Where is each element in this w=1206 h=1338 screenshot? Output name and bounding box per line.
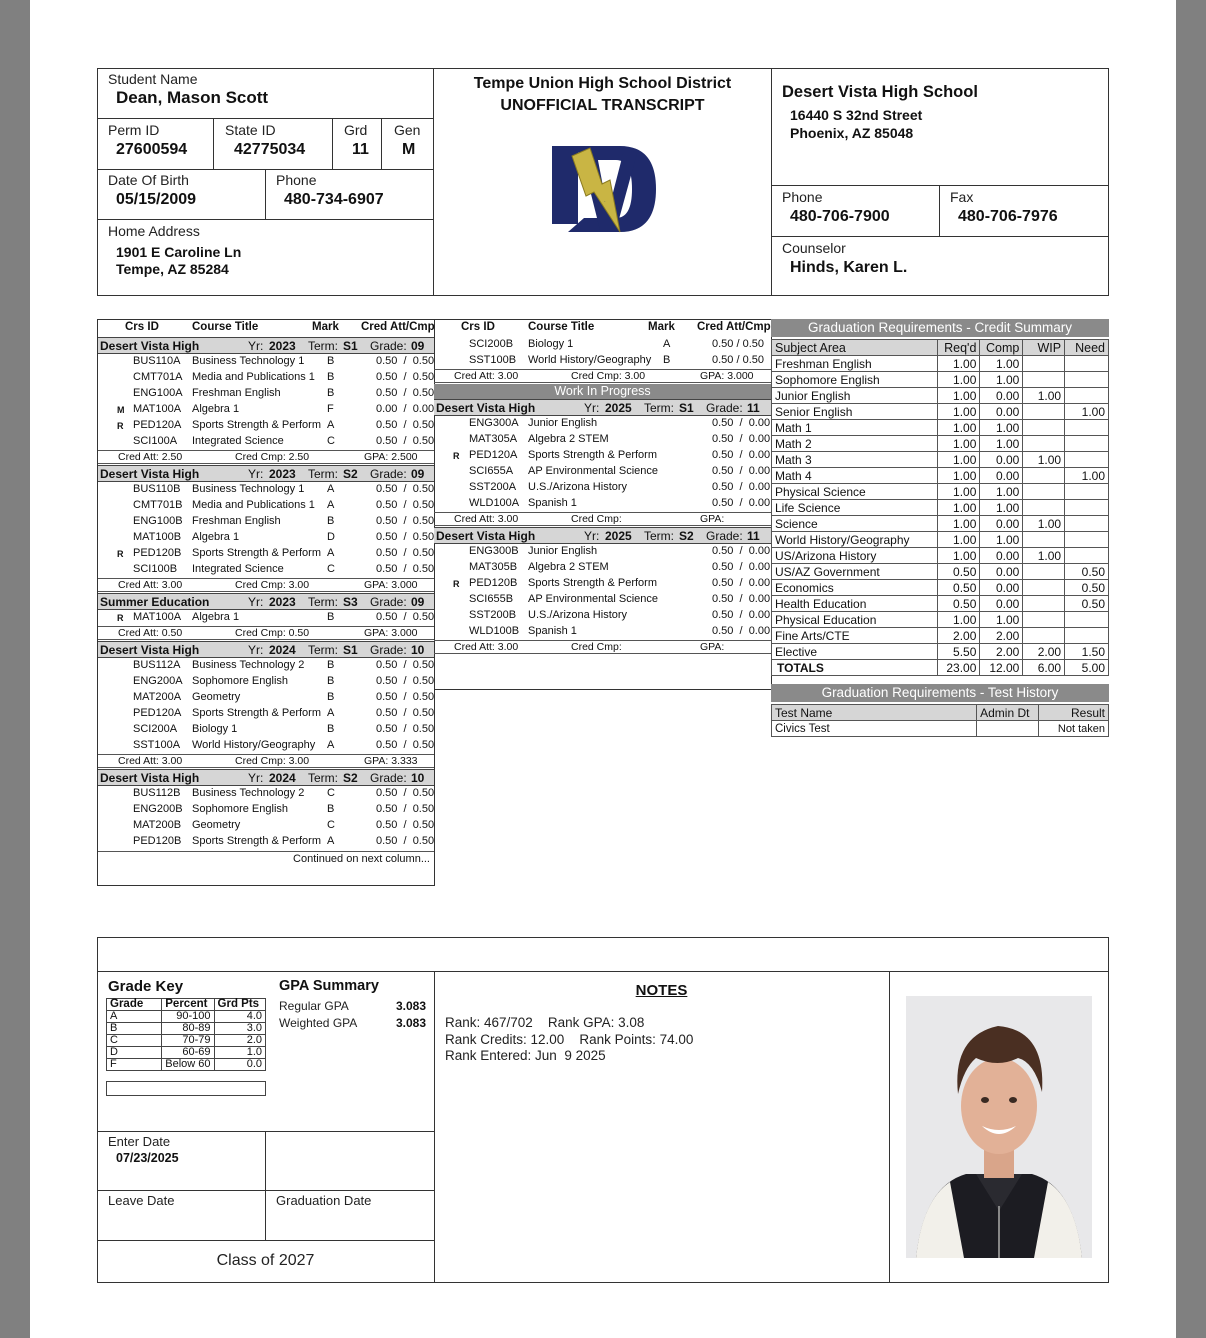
credit-summary-table	[771, 339, 1109, 676]
subject-row: US/AZ Government 0.50 0.00 0.50	[772, 564, 1109, 580]
course-row: MAT305A Algebra 2 STEM 0.50 / 0.00	[469, 433, 771, 445]
grade-key-row: D 60-69 1.0	[107, 1047, 266, 1059]
term-section-header: Desert Vista High Yr: 2023 Term: S2 Grade: 09	[98, 465, 434, 482]
test-history-table	[771, 704, 1109, 737]
term-section-header: Summer Education Yr: 2023 Term: S3 Grade: 09	[98, 593, 434, 610]
address-line1: 1901 E Caroline Ln	[116, 244, 242, 260]
course-row: SST100A World History/Geography A 0.50 / 0.50	[133, 739, 435, 751]
grade-key-row: F Below 60 0.0	[107, 1059, 266, 1071]
term-totals: Cred Att: 2.50 Cred Cmp: 2.50 GPA: 2.500	[98, 450, 434, 464]
work-in-progress-bar: Work In Progress	[434, 384, 771, 400]
term-section-header: Desert Vista High Yr: 2023 Term: S1 Grade: 09	[98, 337, 434, 354]
course-row: R PED120A Sports Strength & Perform 0.50 / 0.00	[453, 449, 771, 461]
class-of: Class of 2027	[216, 1252, 315, 1269]
subject-row: Fine Arts/CTE 2.00 2.00	[772, 628, 1109, 644]
fax-label: Fax	[950, 189, 974, 205]
course-row: SST200A U.S./Arizona History 0.50 / 0.00	[469, 481, 771, 493]
gender-label: Gen	[394, 122, 421, 138]
course-row: ENG200A Sophomore English B 0.50 / 0.50	[133, 675, 435, 687]
district-name: Tempe Union High School District	[473, 75, 732, 92]
term-totals: Cred Att: 3.00 Cred Cmp: GPA:	[434, 512, 771, 526]
course-row: R PED120B Sports Strength & Perform 0.50 / 0.00	[453, 577, 771, 589]
course-row: SCI100B Integrated Science C 0.50 / 0.50	[133, 563, 435, 575]
school-name: Desert Vista High School	[782, 83, 978, 101]
dob-value: 05/15/2009	[116, 191, 197, 208]
course-row: SCI655B AP Environmental Science 0.50 / 0.00	[469, 593, 771, 605]
subject-row: Senior English 1.00 0.00 1.00	[772, 404, 1109, 420]
course-row: WLD100A Spanish 1 0.50 / 0.00	[469, 497, 771, 509]
subject-row: Math 3 1.00 0.00 1.00	[772, 452, 1109, 468]
subject-row: Sophomore English 1.00 1.00	[772, 372, 1109, 388]
grade-key-header: Grade Percent Grd Pts	[107, 999, 266, 1011]
leave-date-label: Leave Date	[108, 1193, 175, 1208]
test-history-header: Test Name Admin Dt Result	[772, 705, 1109, 721]
course-row: SCI100A Integrated Science C 0.50 / 0.50	[133, 435, 435, 447]
weighted-gpa: 3.083	[396, 1016, 427, 1030]
weighted-gpa-label: Weighted GPA	[279, 1016, 358, 1030]
course-row: BUS112A Business Technology 2 B 0.50 / 0.50	[133, 659, 435, 671]
student-photo	[906, 996, 1092, 1258]
credit-totals-row: TOTALS 23.00 12.00 6.00 5.00	[772, 660, 1109, 676]
grade-key-row: A 90-100 4.0	[107, 1011, 266, 1023]
enter-date: 07/23/2025	[116, 1151, 179, 1165]
transcript-page	[30, 0, 1176, 1338]
term-section-header: Desert Vista High Yr: 2024 Term: S1 Grade: 10	[98, 641, 434, 658]
notes-rank: Rank: 467/702 Rank GPA: 3.08	[445, 1015, 645, 1030]
counselor-label: Counselor	[782, 240, 846, 256]
course-row: R MAT100A Algebra 1 B 0.50 / 0.50	[117, 611, 435, 623]
term-totals: Cred Att: 3.00 Cred Cmp: 3.00 GPA: 3.000	[434, 369, 771, 383]
grad-requirements-title: Graduation Requirements - Credit Summary	[771, 319, 1109, 337]
course-row: ENG300A Junior English 0.50 / 0.00	[469, 417, 771, 429]
term-section-header: Desert Vista High Yr: 2025 Term: S2 Grade: 11	[434, 527, 771, 544]
test-history-title: Graduation Requirements - Test History	[771, 684, 1109, 702]
student-phone-label: Phone	[276, 172, 317, 188]
course-row: MAT200A Geometry B 0.50 / 0.50	[133, 691, 435, 703]
subject-row: Science 1.00 0.00 1.00	[772, 516, 1109, 532]
subject-row: Math 1 1.00 1.00	[772, 420, 1109, 436]
document-title: UNOFFICIAL TRANSCRIPT	[500, 97, 705, 114]
course-row: M MAT100A Algebra 1 F 0.00 / 0.00	[117, 403, 435, 415]
subject-row: Life Science 1.00 1.00	[772, 500, 1109, 516]
gender-value: M	[402, 141, 416, 158]
subject-row: Junior English 1.00 0.00 1.00	[772, 388, 1109, 404]
regular-gpa: 3.083	[396, 999, 427, 1013]
subject-row: Physical Science 1.00 1.00	[772, 484, 1109, 500]
subject-row: Physical Education 1.00 1.00	[772, 612, 1109, 628]
term-totals: Cred Att: 3.00 Cred Cmp: 3.00 GPA: 3.000	[98, 578, 434, 592]
course-row: SCI655A AP Environmental Science 0.50 / 0.00	[469, 465, 771, 477]
test-row-civics: Civics Test Not taken	[772, 721, 1109, 737]
fax-value: 480-706-7976	[958, 208, 1058, 225]
course-row: ENG300B Junior English 0.50 / 0.00	[469, 545, 771, 557]
course-row: BUS112B Business Technology 2 C 0.50 / 0.50	[133, 787, 435, 799]
term-totals: Cred Att: 3.00 Cred Cmp: 3.00 GPA: 3.333	[98, 754, 434, 768]
gpa-summary-title: GPA Summary	[279, 978, 379, 994]
grade-label: Grd	[344, 122, 368, 138]
course-row: CMT701B Media and Publications 1 A 0.50 / 0.50	[133, 499, 435, 511]
continued-note: Continued on next column...	[98, 851, 434, 867]
school-phone: 480-706-7900	[790, 208, 890, 225]
course-row: WLD100B Spanish 1 0.50 / 0.00	[469, 625, 771, 637]
subject-row: World History/Geography 1.00 1.00	[772, 532, 1109, 548]
course-row: MAT305B Algebra 2 STEM 0.50 / 0.00	[469, 561, 771, 573]
subject-row: Math 2 1.00 1.00	[772, 436, 1109, 452]
course-row: SCI200B Biology 1 A 0.50 / 0.50	[469, 338, 764, 350]
enter-date-label: Enter Date	[108, 1134, 171, 1149]
subject-row: Health Education 0.50 0.00 0.50	[772, 596, 1109, 612]
course-row: BUS110B Business Technology 1 A 0.50 / 0.50	[133, 483, 435, 495]
course-row: ENG100B Freshman English B 0.50 / 0.50	[133, 515, 435, 527]
course-row: MAT100B Algebra 1 D 0.50 / 0.50	[133, 531, 435, 543]
course-row: ENG100A Freshman English B 0.50 / 0.50	[133, 387, 435, 399]
grade-value: 11	[352, 141, 369, 158]
subject-row: Economics 0.50 0.00 0.50	[772, 580, 1109, 596]
term-section-header: Desert Vista High Yr: 2024 Term: S2 Grade: 10	[98, 769, 434, 786]
school-phone-label: Phone	[782, 189, 823, 205]
school-address-line1: 16440 S 32nd Street	[790, 107, 923, 123]
grade-key-table	[106, 998, 266, 1071]
notes-rank-credits: Rank Credits: 12.00 Rank Points: 74.00	[445, 1032, 694, 1047]
grade-key-row: B 80-89 3.0	[107, 1023, 266, 1035]
course-row: CMT701A Media and Publications 1 B 0.50 / 0.50	[133, 371, 435, 383]
credit-summary-header: Subject Area Req'd Comp WIP Need	[772, 340, 1109, 356]
subject-row: Math 4 1.00 0.00 1.00	[772, 468, 1109, 484]
subject-row: Elective 5.50 2.00 2.00 1.50	[772, 644, 1109, 660]
logo-text: DV	[604, 202, 606, 203]
course-row: R PED120A Sports Strength & Perform A 0.50 / 0.50	[117, 419, 435, 431]
course-column-2	[434, 319, 772, 690]
course-row: SST100B World History/Geography B 0.50 / 0.50	[469, 354, 764, 366]
term-section-header: Desert Vista High Yr: 2025 Term: S1 Grade: 11	[434, 399, 771, 416]
dob-label: Date Of Birth	[108, 172, 189, 188]
student-name-label: Student Name	[108, 71, 198, 87]
graduation-date-label: Graduation Date	[276, 1193, 372, 1208]
counselor-name: Hinds, Karen L.	[790, 259, 908, 276]
school-address-line2: Phoenix, AZ 85048	[790, 125, 914, 141]
course-column-1	[97, 319, 435, 886]
course-row: ENG200B Sophomore English B 0.50 / 0.50	[133, 803, 435, 815]
course-row: BUS110A Business Technology 1 B 0.50 / 0.50	[133, 355, 435, 367]
grade-key-title: Grade Key	[108, 978, 184, 995]
school-logo	[550, 142, 658, 236]
student-phone: 480-734-6907	[284, 191, 384, 208]
course-row: SCI200A Biology 1 B 0.50 / 0.50	[133, 723, 435, 735]
state-id-label: State ID	[225, 122, 276, 138]
column-header: Crs ID Course Title Mark Cred Att/Cmp	[461, 321, 771, 333]
course-row: PED120B Sports Strength & Perform A 0.50 / 0.50	[133, 835, 435, 847]
perm-id-label: Perm ID	[108, 122, 160, 138]
notes-rank-entered: Rank Entered: Jun 9 2025	[445, 1048, 606, 1063]
notes-title: NOTES	[635, 982, 688, 999]
state-id: 42775034	[234, 141, 306, 158]
term-totals: Cred Att: 3.00 Cred Cmp: GPA:	[434, 640, 771, 654]
subject-row: Freshman English 1.00 1.00	[772, 356, 1109, 372]
term-totals: Cred Att: 0.50 Cred Cmp: 0.50 GPA: 3.000	[98, 626, 434, 640]
address-line2: Tempe, AZ 85284	[116, 261, 229, 277]
perm-id: 27600594	[116, 141, 188, 158]
subject-row: US/Arizona History 1.00 0.00 1.00	[772, 548, 1109, 564]
home-address-label: Home Address	[108, 223, 200, 239]
course-row: MAT200B Geometry C 0.50 / 0.50	[133, 819, 435, 831]
course-row: SST200B U.S./Arizona History 0.50 / 0.00	[469, 609, 771, 621]
column-header: Crs ID Course Title Mark Cred Att/Cmp	[125, 321, 435, 333]
student-name: Dean, Mason Scott	[116, 88, 269, 107]
course-row: R PED120B Sports Strength & Perform A 0.50 / 0.50	[117, 547, 435, 559]
regular-gpa-label: Regular GPA	[279, 999, 349, 1013]
grade-key-row: C 70-79 2.0	[107, 1035, 266, 1047]
course-row: PED120A Sports Strength & Perform A 0.50 / 0.50	[133, 707, 435, 719]
